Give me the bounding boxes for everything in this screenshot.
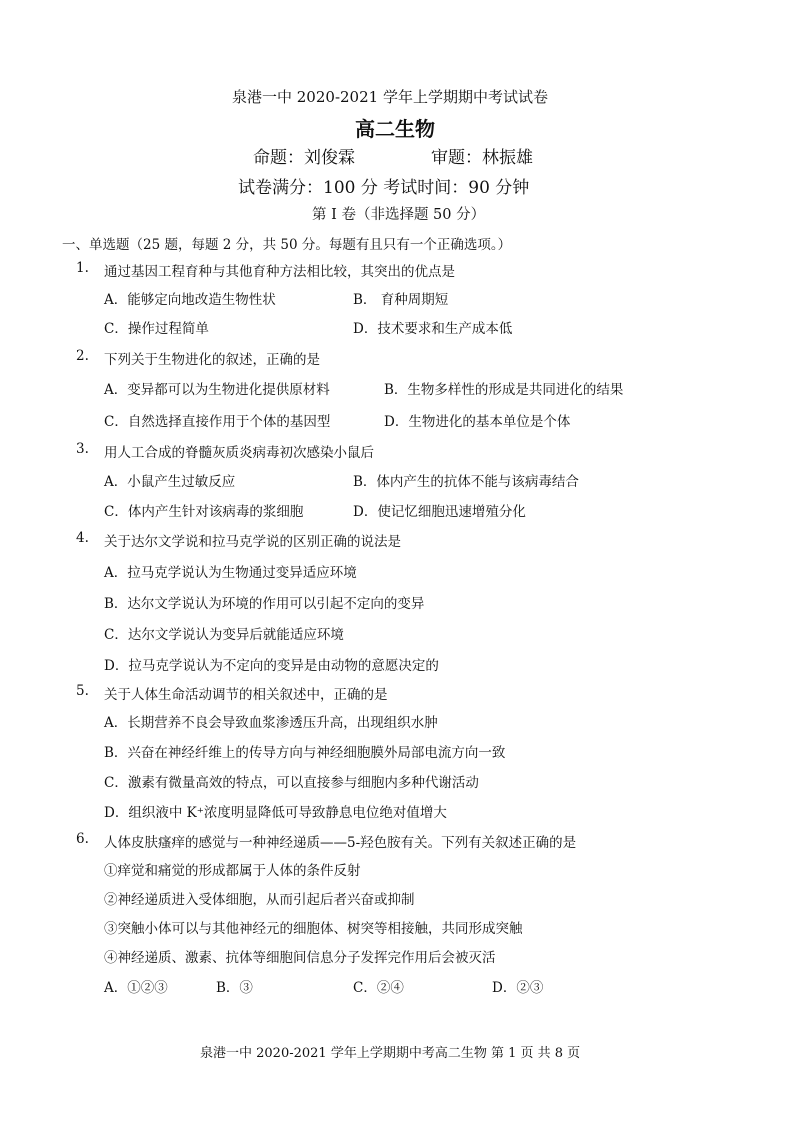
option-d: D．技术要求和生产成本低 (353, 321, 513, 337)
option-c: C．达尔文学说认为变异后就能适应环境 (104, 627, 344, 643)
option-d: D．使记忆细胞迅速增殖分化 (353, 504, 526, 520)
question-number: 6. (76, 831, 89, 847)
question-number: 1. (76, 260, 89, 276)
option-a: A．能够定向地改造生物性状 (104, 292, 276, 308)
score-time-line: 试卷满分：100 分 考试时间：90 分钟 (238, 178, 530, 198)
question-number: 3. (76, 441, 89, 457)
question-stem: 用人工合成的脊髓灰质炎病毒初次感染小鼠后 (104, 445, 374, 461)
setter-name: 命题：刘俊霖 (253, 148, 355, 168)
option-d: D．组织液中 K⁺浓度明显降低可导致静息电位绝对值增大 (104, 805, 447, 821)
question-number: 2. (76, 348, 89, 364)
option-b: B．达尔文学说认为环境的作用可以引起不定向的变异 (104, 596, 425, 612)
question-number: 5. (76, 683, 89, 699)
option-c: C．激素有微量高效的特点，可以直接参与细胞内多种代谢活动 (104, 775, 479, 791)
exam-header-line: 泉港一中 2020-2021 学年上学期期中考试试卷 (232, 88, 548, 106)
option-c: C．②④ (353, 980, 404, 996)
volume-title: 第 I 卷（非选择题 50 分） (312, 207, 486, 223)
question-stem: 通过基因工程育种与其他育种方法相比较，其突出的优点是 (104, 264, 455, 280)
option-c: C．体内产生针对该病毒的浆细胞 (104, 504, 304, 520)
option-a: A．变异都可以为生物进化提供原材料 (104, 382, 330, 398)
option-c: C．操作过程简单 (104, 321, 209, 337)
statement-4: ④神经递质、激素、抗体等细胞间信息分子发挥完作用后会被灭活 (104, 950, 496, 966)
option-b: B．兴奋在神经纤维上的传导方向与神经细胞膜外局部电流方向一致 (104, 745, 506, 761)
question-number: 4. (76, 530, 89, 546)
statement-1: ①痒觉和痛觉的形成都属于人体的条件反射 (104, 863, 361, 879)
question-stem: 人体皮肤瘙痒的感觉与一种神经递质——5-羟色胺有关。下列有关叙述正确的是 (104, 835, 577, 851)
option-d: D．②③ (492, 980, 544, 996)
option-b: B．③ (216, 980, 253, 996)
question-stem: 下列关于生物进化的叙述，正确的是 (104, 352, 320, 368)
page-footer: 泉港一中 2020-2021 学年上学期期中考高二生物 第 1 页 共 8 页 (200, 1046, 581, 1061)
option-b: B．体内产生的抗体不能与该病毒结合 (353, 474, 579, 490)
option-c: C．自然选择直接作用于个体的基因型 (104, 414, 331, 430)
option-a: A．拉马克学说认为生物通过变异适应环境 (104, 565, 357, 581)
subject-title: 高二生物 (355, 117, 435, 141)
reviewer-name: 审题：林振雄 (431, 148, 533, 168)
option-d: D．生物进化的基本单位是个体 (384, 414, 571, 430)
option-a: A．①②③ (104, 980, 168, 996)
statement-3: ③突触小体可以与其他神经元的细胞体、树突等相接触，共同形成突触 (104, 921, 523, 937)
option-a: A．长期营养不良会导致血浆渗透压升高，出现组织水肿 (104, 715, 438, 731)
question-stem: 关于达尔文学说和拉马克学说的区别正确的说法是 (104, 534, 401, 550)
statement-2: ②神经递质进入受体细胞，从而引起后者兴奋或抑制 (104, 892, 415, 908)
option-b: B． 育种周期短 (353, 292, 449, 308)
question-stem: 关于人体生命活动调节的相关叙述中，正确的是 (104, 687, 388, 703)
section-title: 一、单选题（25 题，每题 2 分，共 50 分。每题有且只有一个正确选项。） (62, 237, 512, 253)
option-d: D．拉马克学说认为不定向的变异是由动物的意愿决定的 (104, 658, 439, 674)
option-a: A．小鼠产生过敏反应 (104, 474, 236, 490)
option-b: B．生物多样性的形成是共同进化的结果 (384, 382, 624, 398)
